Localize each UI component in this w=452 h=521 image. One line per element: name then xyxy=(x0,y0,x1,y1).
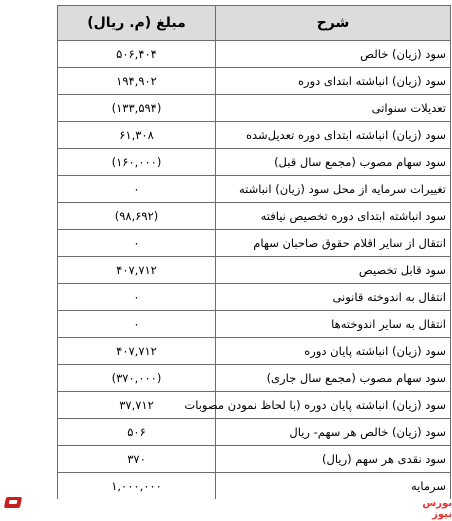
row-amount: ۳۷,۷۱۲ xyxy=(58,392,216,419)
table-row xyxy=(58,41,451,68)
row-amount: ۰ xyxy=(58,176,216,203)
red-logo-icon xyxy=(4,497,22,508)
table-row xyxy=(58,284,451,311)
row-description: سود نقدی هر سهم (ریال) xyxy=(216,446,451,473)
table-row xyxy=(58,68,451,95)
row-description: انتقال به سایر اندوخته‌ها xyxy=(216,311,451,338)
row-amount: (۱۳۳,۵۹۴) xyxy=(58,95,216,122)
row-description: سود سهام مصوب (مجمع سال قبل) xyxy=(216,149,451,176)
header-amount: مبلغ (م. ریال) xyxy=(58,6,216,41)
table-row xyxy=(58,149,451,176)
row-amount: ۰ xyxy=(58,284,216,311)
table-row xyxy=(58,365,451,392)
row-description: سود (زیان) خالص هر سهم- ریال xyxy=(216,419,451,446)
financial-table xyxy=(57,5,451,499)
table-row xyxy=(58,419,451,446)
table-row xyxy=(58,311,451,338)
row-description: انتقال به اندوخته قانونی xyxy=(216,284,451,311)
row-amount: (۳۷۰,۰۰۰) xyxy=(58,365,216,392)
table-row xyxy=(58,122,451,149)
row-description: سود (زیان) انباشته پایان دوره (با لحاظ نمودن مصوبات xyxy=(216,392,451,419)
watermark: بورس نیوز xyxy=(422,498,452,520)
row-amount: ۱,۰۰۰,۰۰۰ xyxy=(58,473,216,500)
row-amount: ۱۹۴,۹۰۲ xyxy=(58,68,216,95)
row-amount: ۴۰۷,۷۱۲ xyxy=(58,257,216,284)
row-amount: (۱۶۰,۰۰۰) xyxy=(58,149,216,176)
row-amount: ۰ xyxy=(58,311,216,338)
header-description: شرح xyxy=(216,6,451,41)
row-description: سود (زیان) انباشته ابتدای دوره تعدیل‌شده xyxy=(216,122,451,149)
row-description: سود (زیان) انباشته ابتدای دوره xyxy=(216,68,451,95)
table-header-row xyxy=(58,6,451,41)
table-row xyxy=(58,446,451,473)
row-description: سود قابل تخصیص xyxy=(216,257,451,284)
row-description: تغییرات سرمایه از محل سود (زیان) انباشته xyxy=(216,176,451,203)
row-amount: ۴۰۷,۷۱۲ xyxy=(58,338,216,365)
row-amount: ۳۷۰ xyxy=(58,446,216,473)
row-description: انتقال از سایر اقلام حقوق صاحبان سهام xyxy=(216,230,451,257)
row-amount: ۵۰۶ xyxy=(58,419,216,446)
row-description: سود (زیان) انباشته پایان دوره xyxy=(216,338,451,365)
row-description: سود انباشته ابتدای دوره تخصیص نیافته xyxy=(216,203,451,230)
table-row xyxy=(58,257,451,284)
table-row xyxy=(58,230,451,257)
row-amount: ۵۰۶,۴۰۴ xyxy=(58,41,216,68)
table-row xyxy=(58,203,451,230)
row-description: تعدیلات سنواتی xyxy=(216,95,451,122)
row-description: سود سهام مصوب (مجمع سال جاری) xyxy=(216,365,451,392)
table-row xyxy=(58,338,451,365)
logo xyxy=(1,489,56,519)
table-row xyxy=(58,95,451,122)
row-description: سود (زیان) خالص xyxy=(216,41,451,68)
row-amount: ۶۱,۳۰۸ xyxy=(58,122,216,149)
table-row xyxy=(58,392,451,419)
row-amount: (۹۸,۶۹۲) xyxy=(58,203,216,230)
row-amount: ۰ xyxy=(58,230,216,257)
row-description: سرمایه xyxy=(216,473,451,500)
table-row xyxy=(58,473,451,500)
table-row xyxy=(58,176,451,203)
